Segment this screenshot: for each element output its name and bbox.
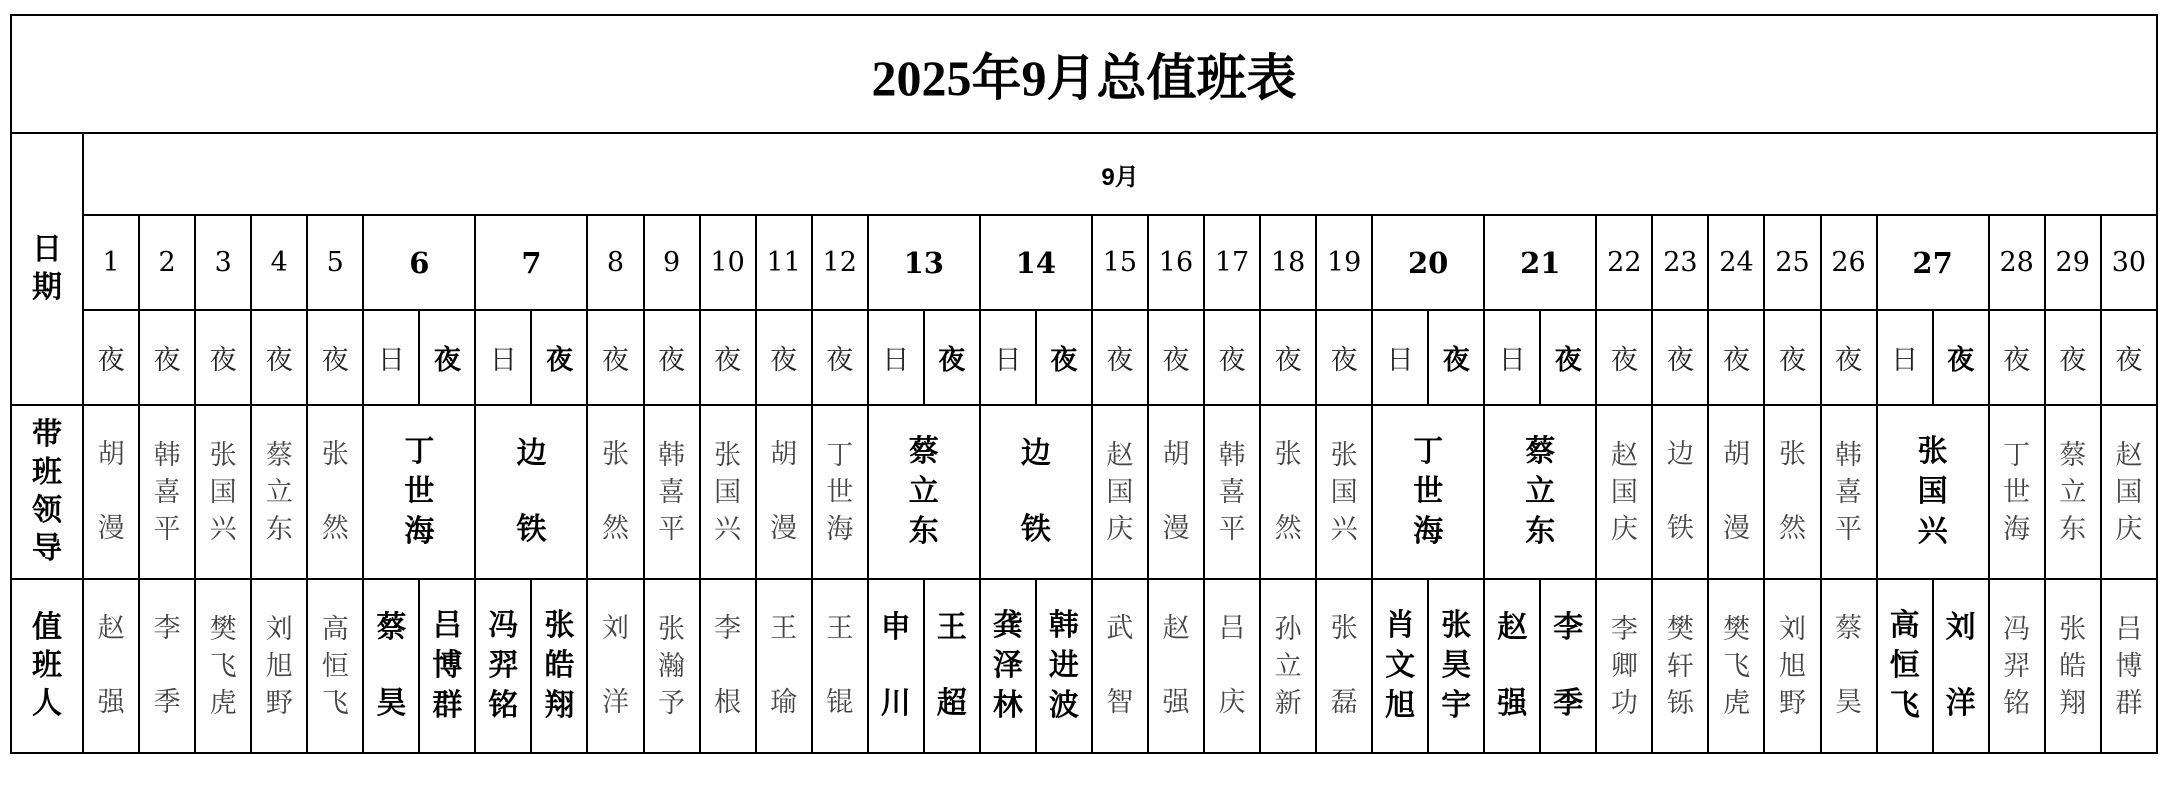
leader-name: 丁世海 — [826, 439, 854, 545]
duty-cell — [2045, 579, 2101, 753]
duty-name: 蔡昊 — [376, 610, 407, 721]
duty-name: 高恒飞 — [321, 613, 349, 719]
duty-cell — [700, 579, 756, 753]
duty-cell — [1652, 579, 1708, 753]
shift-night-cell: 夜 — [1652, 310, 1708, 405]
leader-cell — [1596, 405, 1652, 579]
date-cell: 16 — [1148, 215, 1204, 310]
date-cell: 30 — [2101, 215, 2157, 310]
duty-name: 蔡昊 — [1835, 613, 1863, 718]
duty-cell — [1428, 579, 1484, 753]
date-cell: 1 — [83, 215, 139, 310]
date-cell: 4 — [251, 215, 307, 310]
duty-name: 韩进波 — [1048, 608, 1079, 723]
leader-name: 张然 — [1778, 439, 1806, 544]
duty-name: 刘旭野 — [265, 613, 293, 719]
leader-cell — [363, 405, 475, 579]
date-cell: 25 — [1764, 215, 1820, 310]
leader-row — [11, 405, 2157, 579]
shift-night-cell: 夜 — [531, 310, 587, 405]
leader-name: 张国兴 — [1917, 434, 1948, 549]
leader-cell — [980, 405, 1092, 579]
leader-name: 赵国庆 — [2115, 439, 2143, 545]
duty-cell — [1036, 579, 1092, 753]
leader-cell — [1708, 405, 1764, 579]
shift-night-cell: 夜 — [700, 310, 756, 405]
date-cell: 14 — [980, 215, 1092, 310]
leader-cell — [1372, 405, 1484, 579]
duty-roster-sheet — [10, 14, 2158, 794]
date-cell: 7 — [475, 215, 587, 310]
duty-name: 申川 — [880, 610, 911, 721]
duty-cell — [1821, 579, 1877, 753]
duty-name: 李卿功 — [1610, 613, 1638, 719]
leader-name: 蔡立东 — [1525, 434, 1556, 549]
leader-name: 张然 — [1274, 439, 1302, 544]
date-cell: 3 — [195, 215, 251, 310]
leader-cell — [251, 405, 307, 579]
duty-name: 张瀚予 — [658, 613, 686, 719]
duty-name: 冯羿铭 — [488, 608, 519, 723]
duty-cell — [868, 579, 924, 753]
shift-night-cell: 夜 — [2101, 310, 2157, 405]
duty-cell — [1092, 579, 1148, 753]
duty-cell — [1877, 579, 1933, 753]
date-cell: 15 — [1092, 215, 1148, 310]
shift-day-cell: 日 — [868, 310, 924, 405]
shift-night-cell: 夜 — [83, 310, 139, 405]
duty-name: 李根 — [714, 613, 742, 718]
shift-night-cell: 夜 — [1092, 310, 1148, 405]
leader-name: 韩喜平 — [1835, 439, 1863, 545]
date-cell: 11 — [756, 215, 812, 310]
date-cell: 8 — [587, 215, 643, 310]
leader-cell — [195, 405, 251, 579]
leader-cell — [700, 405, 756, 579]
leader-name: 张然 — [321, 439, 349, 544]
duty-name: 张磊 — [1330, 613, 1358, 718]
shift-night-cell: 夜 — [1989, 310, 2045, 405]
leader-cell — [1260, 405, 1316, 579]
date-cell: 23 — [1652, 215, 1708, 310]
leader-cell — [1316, 405, 1372, 579]
shift-night-cell: 夜 — [644, 310, 700, 405]
date-cell: 13 — [868, 215, 980, 310]
roster-table — [10, 14, 2158, 754]
duty-cell — [1989, 579, 2045, 753]
shift-night-cell: 夜 — [2045, 310, 2101, 405]
shift-night-cell: 夜 — [812, 310, 868, 405]
duty-name: 王锟 — [826, 613, 854, 718]
leader-name: 胡漫 — [1722, 439, 1750, 544]
shift-night-cell: 夜 — [1708, 310, 1764, 405]
leader-name: 胡漫 — [770, 439, 798, 544]
date-cell: 29 — [2045, 215, 2101, 310]
duty-name: 刘旭野 — [1778, 613, 1806, 719]
duty-name: 赵强 — [1162, 613, 1190, 718]
duty-cell — [924, 579, 980, 753]
leader-name: 张国兴 — [209, 439, 237, 545]
duty-name: 张皓翔 — [2059, 613, 2087, 719]
date-cell: 21 — [1484, 215, 1596, 310]
date-cell: 10 — [700, 215, 756, 310]
leader-name: 张然 — [602, 439, 629, 544]
duty-cell — [1372, 579, 1428, 753]
duty-name: 龚泽林 — [992, 608, 1023, 723]
shift-night-cell: 夜 — [924, 310, 980, 405]
shift-night-cell: 夜 — [1316, 310, 1372, 405]
leader-name: 韩喜平 — [658, 439, 686, 545]
shift-night-cell: 夜 — [1204, 310, 1260, 405]
leader-name: 丁世海 — [2003, 439, 2031, 545]
leader-cell — [139, 405, 195, 579]
duty-cell — [2101, 579, 2157, 753]
shift-night-cell: 夜 — [1540, 310, 1596, 405]
leader-name: 张国兴 — [1330, 439, 1358, 545]
leader-cell — [307, 405, 363, 579]
leader-name: 胡漫 — [1162, 439, 1190, 544]
duty-cell — [1484, 579, 1540, 753]
shift-day-cell: 日 — [1372, 310, 1428, 405]
shift-night-cell: 夜 — [251, 310, 307, 405]
leader-cell — [1092, 405, 1148, 579]
duty-row-label: 值班人 — [32, 610, 63, 721]
date-row-label: 日期 — [32, 232, 63, 305]
duty-name: 樊飞虎 — [1722, 613, 1750, 719]
duty-cell — [251, 579, 307, 753]
duty-cell — [195, 579, 251, 753]
duty-cell — [531, 579, 587, 753]
shift-row — [11, 310, 2157, 405]
leader-name: 赵国庆 — [1610, 439, 1638, 545]
duty-cell — [1204, 579, 1260, 753]
duty-name: 李季 — [1553, 610, 1584, 721]
leader-name: 胡漫 — [97, 439, 125, 544]
duty-cell — [1148, 579, 1204, 753]
date-cell: 26 — [1821, 215, 1877, 310]
duty-cell — [307, 579, 363, 753]
leader-cell — [83, 405, 139, 579]
duty-name: 吕博群 — [432, 608, 463, 723]
date-cell: 2 — [139, 215, 195, 310]
leader-name: 赵国庆 — [1106, 439, 1134, 545]
leader-name: 张国兴 — [714, 439, 742, 545]
shift-night-cell: 夜 — [419, 310, 475, 405]
shift-day-cell: 日 — [363, 310, 419, 405]
duty-cell — [644, 579, 700, 753]
duty-cell — [980, 579, 1036, 753]
duty-cell — [419, 579, 475, 753]
duty-name: 樊轩铄 — [1666, 613, 1694, 719]
shift-night-cell: 夜 — [1933, 310, 1989, 405]
duty-cell — [1764, 579, 1820, 753]
shift-day-cell: 日 — [1877, 310, 1933, 405]
shift-night-cell: 夜 — [1821, 310, 1877, 405]
leader-name: 边铁 — [1020, 436, 1051, 547]
leader-cell — [1877, 405, 1989, 579]
date-cell: 17 — [1204, 215, 1260, 310]
shift-night-cell: 夜 — [1148, 310, 1204, 405]
leader-cell — [1764, 405, 1820, 579]
leader-name: 边铁 — [1666, 439, 1694, 544]
date-cell: 22 — [1596, 215, 1652, 310]
duty-name: 孙立新 — [1274, 613, 1302, 719]
leader-cell — [644, 405, 700, 579]
shift-night-cell: 夜 — [756, 310, 812, 405]
duty-cell — [1708, 579, 1764, 753]
duty-cell — [812, 579, 868, 753]
date-cell: 28 — [1989, 215, 2045, 310]
leader-cell — [2101, 405, 2157, 579]
leader-name: 韩喜平 — [1218, 439, 1246, 545]
shift-night-cell: 夜 — [139, 310, 195, 405]
leader-name: 蔡立东 — [265, 439, 293, 545]
duty-name: 高恒飞 — [1889, 608, 1920, 723]
shift-day-cell: 日 — [980, 310, 1036, 405]
leader-cell — [756, 405, 812, 579]
duty-name: 张昊宇 — [1441, 608, 1472, 723]
leader-cell — [868, 405, 980, 579]
leader-cell — [812, 405, 868, 579]
duty-name: 吕庆 — [1218, 613, 1246, 718]
leader-name: 韩喜平 — [153, 439, 181, 545]
leader-row-header — [11, 405, 83, 579]
leader-name: 蔡立东 — [908, 434, 939, 549]
leader-name: 蔡立东 — [2059, 439, 2087, 545]
leader-cell — [1821, 405, 1877, 579]
duty-cell — [1596, 579, 1652, 753]
duty-name: 李季 — [153, 613, 181, 718]
duty-cell — [83, 579, 139, 753]
leader-cell — [475, 405, 587, 579]
shift-night-cell: 夜 — [1036, 310, 1092, 405]
duty-name: 刘洋 — [602, 613, 629, 718]
duty-name: 赵强 — [1497, 610, 1528, 721]
duty-name: 肖文旭 — [1385, 608, 1416, 723]
duty-name: 张皓翔 — [544, 608, 575, 723]
leader-name: 丁世海 — [1413, 434, 1444, 549]
duty-name: 刘洋 — [1945, 610, 1976, 721]
date-cell: 19 — [1316, 215, 1372, 310]
date-cell: 12 — [812, 215, 868, 310]
date-cell: 5 — [307, 215, 363, 310]
leader-cell — [1148, 405, 1204, 579]
leader-cell — [587, 405, 643, 579]
leader-cell — [1484, 405, 1596, 579]
duty-cell — [1316, 579, 1372, 753]
shift-night-cell: 夜 — [587, 310, 643, 405]
duty-name: 冯羿铭 — [2003, 613, 2031, 719]
duty-cell — [1933, 579, 1989, 753]
leader-cell — [1204, 405, 1260, 579]
shift-night-cell: 夜 — [307, 310, 363, 405]
date-row — [11, 215, 2157, 310]
duty-name: 王瑜 — [770, 613, 798, 718]
leader-name: 丁世海 — [404, 434, 435, 549]
duty-cell — [1260, 579, 1316, 753]
duty-row-header — [11, 579, 83, 753]
leader-row-label: 带班领导 — [32, 417, 63, 566]
leader-cell — [1652, 405, 1708, 579]
shift-night-cell: 夜 — [1428, 310, 1484, 405]
date-cell: 24 — [1708, 215, 1764, 310]
duty-name: 武智 — [1106, 613, 1134, 718]
shift-night-cell: 夜 — [1764, 310, 1820, 405]
page-title: 2025年9月总值班表 — [11, 15, 2157, 133]
leader-cell — [1989, 405, 2045, 579]
shift-night-cell: 夜 — [195, 310, 251, 405]
duty-cell — [1540, 579, 1596, 753]
month-header: 9月 — [83, 133, 2157, 215]
leader-cell — [2045, 405, 2101, 579]
date-row-header — [11, 133, 83, 405]
duty-cell — [756, 579, 812, 753]
date-cell: 20 — [1372, 215, 1484, 310]
duty-name: 王超 — [936, 610, 967, 721]
shift-night-cell: 夜 — [1260, 310, 1316, 405]
duty-row — [11, 579, 2157, 753]
duty-name: 樊飞虎 — [209, 613, 237, 719]
duty-name: 赵强 — [97, 613, 125, 718]
shift-day-cell: 日 — [475, 310, 531, 405]
date-cell: 18 — [1260, 215, 1316, 310]
shift-day-cell: 日 — [1484, 310, 1540, 405]
duty-cell — [587, 579, 643, 753]
date-cell: 9 — [644, 215, 700, 310]
duty-name: 吕博群 — [2115, 613, 2143, 719]
date-cell: 27 — [1877, 215, 1989, 310]
duty-cell — [475, 579, 531, 753]
shift-night-cell: 夜 — [1596, 310, 1652, 405]
leader-name: 边铁 — [516, 436, 547, 547]
date-cell: 6 — [363, 215, 475, 310]
duty-cell — [139, 579, 195, 753]
duty-cell — [363, 579, 419, 753]
